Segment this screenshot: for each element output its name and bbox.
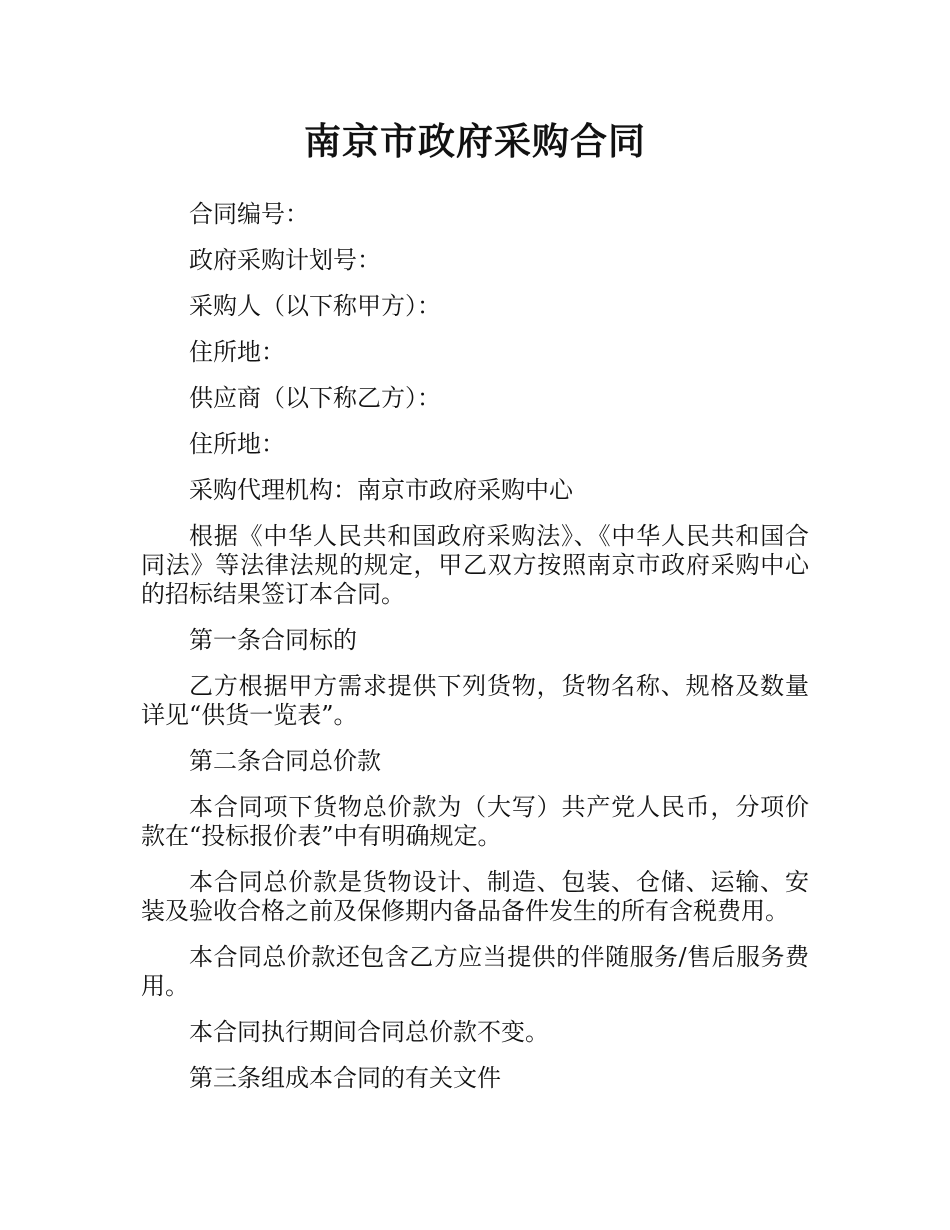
purchaser-line: 采购人（以下称甲方）： [189,292,441,320]
agency-line: 采购代理机构：南京市政府采购中心 [189,476,573,504]
article-2-paragraph-2: 本合同总价款是货物设计、制造、包装、仓储、运输、安装及验收合格之前及保修期内备品备件发生的所有含税费用。 [141,868,809,925]
article-2-paragraph-4: 本合同执行期间合同总价款不变。 [189,1018,549,1046]
contract-number-line: 合同编号： [189,200,309,228]
article-2-paragraph-1: 本合同项下货物总价款为（大写）共产党人民币，分项价款在“投标报价表”中有明确规定。 [141,793,809,850]
document-body [141,200,809,1110]
article-3-heading: 第三条组成本合同的有关文件 [189,1064,501,1092]
purchaser-address-line: 住所地： [189,338,285,366]
document-title: 南京市政府采购合同 [304,120,646,163]
article-1-heading: 第一条合同标的 [189,626,357,654]
article-1-paragraph: 乙方根据甲方需求提供下列货物，货物名称、规格及数量详见“供货一览表”。 [141,672,809,729]
procurement-plan-number-line: 政府采购计划号： [189,246,381,274]
article-2-paragraph-3: 本合同总价款还包含乙方应当提供的伴随服务/售后服务费用。 [141,943,809,1000]
preamble-paragraph: 根据《中华人民共和国政府采购法》、《中华人民共和国合同法》等法律法规的规定，甲乙双方按照南京市政府采购中心的招标结果签订本合同。 [141,522,809,608]
article-2-heading: 第二条合同总价款 [189,747,381,775]
supplier-address-line: 住所地： [189,430,285,458]
supplier-line: 供应商（以下称乙方）： [189,384,441,412]
